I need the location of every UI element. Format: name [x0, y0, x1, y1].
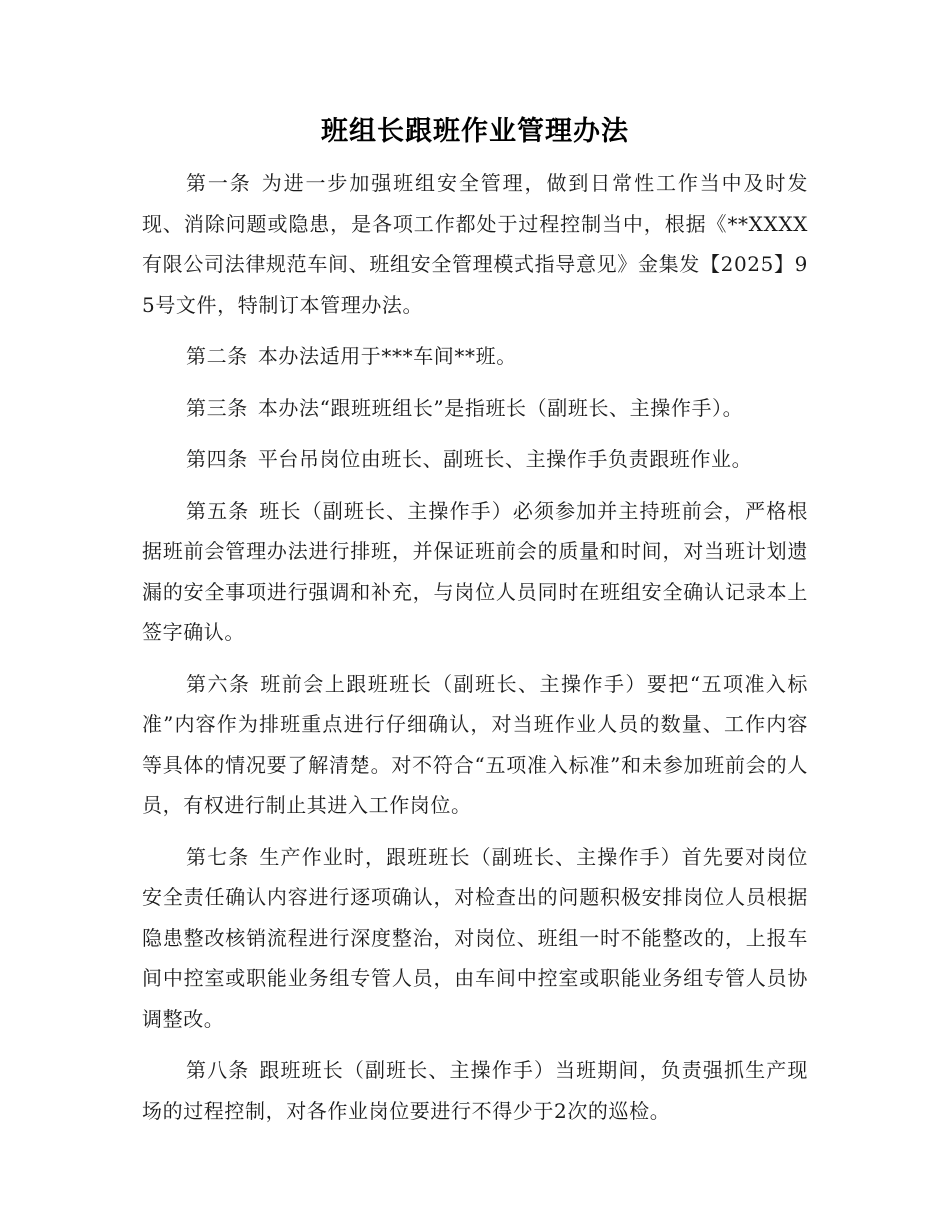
article-number: 第八条 [186, 1058, 250, 1082]
article-6 [142, 664, 808, 826]
article-8 [142, 1050, 808, 1131]
article-text: 班前会上跟班班长（副班长、主操作手）要把“五项准入标准”内容作为排班重点进行仔细确认，对当班作业人员的数量、工作内容等具体的情况要了解清楚。对不符合“五项准入标准”和未参加班前会的人员，有权进行制止其进入工作岗位。 [142, 671, 808, 817]
article-4 [142, 439, 808, 480]
article-number: 第六条 [186, 671, 251, 696]
article-text: 本办法“跟班班组长”是指班长（副班长、主操作手）。 [257, 395, 744, 420]
article-text: 本办法适用于***车间**班。 [257, 344, 517, 368]
document-body [142, 163, 808, 1142]
article-text: 班长（副班长、主操作手）必须参加并主持班前会，严格根据班前会管理办法进行排班，并保证班前会的质量和时间，对当班计划遗漏的安全事项进行强调和补充，与岗位人员同时在班组安全确认记录本上签字确认。 [142, 498, 808, 644]
article-3 [142, 388, 808, 429]
article-2 [142, 336, 808, 377]
article-number: 第五条 [186, 498, 250, 523]
article-text: 跟班班长（副班长、主操作手）当班期间，负责强抓生产现场的过程控制，对各作业岗位要进行不得少于2次的巡检。 [142, 1058, 808, 1123]
article-text: 生产作业时，跟班班长（副班长、主操作手）首先要对岗位安全责任确认内容进行逐项确认，对检查出的问题积极安排岗位人员根据隐患整改核销流程进行深度整治，对岗位、班组一时不能整改的，上报车间中控室或职能业务组专管人员，由车间中控室或职能业务组专管人员协调整改。 [142, 844, 808, 1031]
article-5 [142, 491, 808, 653]
article-7 [142, 837, 808, 1040]
article-1 [142, 163, 808, 325]
article-text: 平台吊岗位由班长、副班长、主操作手负责跟班作业。 [257, 447, 753, 471]
article-text: 为进一步加强班组安全管理，做到日常性工作当中及时发现、消除问题或隐患，是各项工作都处于过程控制当中，根据《**XXXX有限公司法律规范车间、班组安全管理模式指导意见》金集发【2025】95号文件，特制订本管理办法。 [142, 171, 808, 317]
document-title: 班组长跟班作业管理办法 [321, 116, 629, 147]
article-number: 第一条 [186, 171, 252, 195]
article-number: 第三条 [186, 395, 248, 420]
article-number: 第二条 [186, 344, 248, 368]
article-number: 第七条 [186, 844, 250, 869]
article-number: 第四条 [186, 447, 248, 471]
